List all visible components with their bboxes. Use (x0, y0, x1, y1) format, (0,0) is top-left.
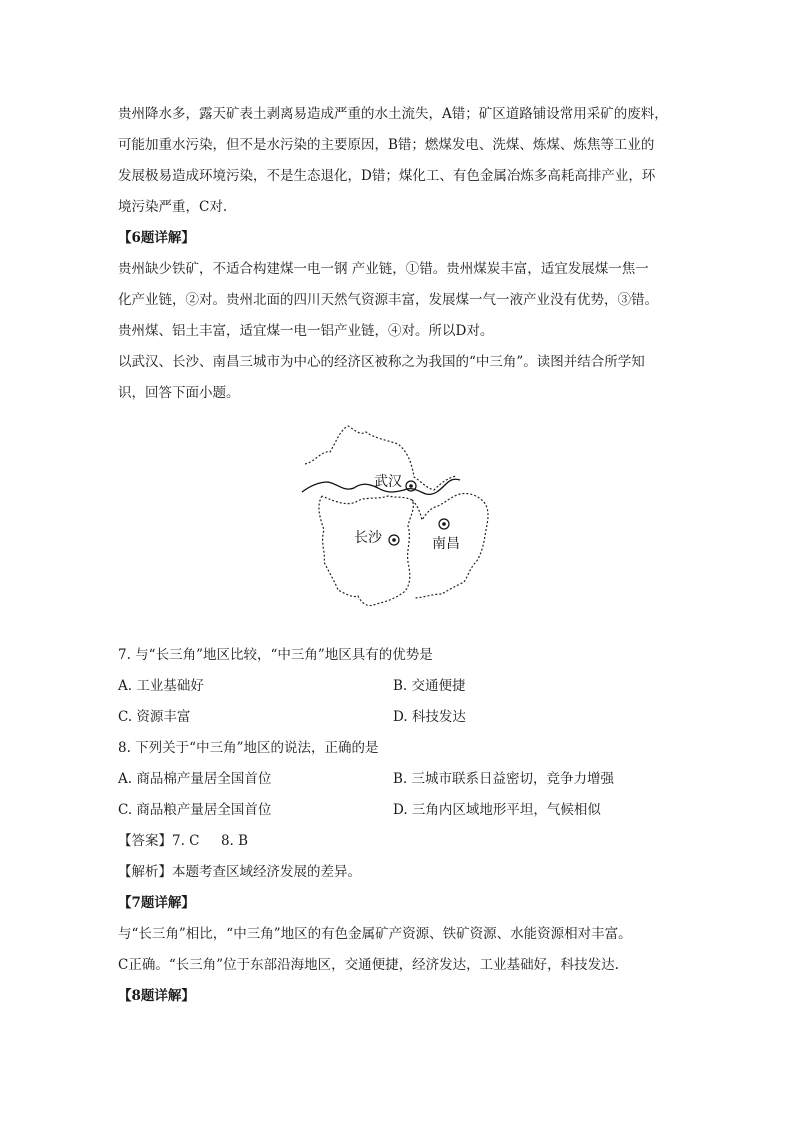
section-heading-6: 【6题详解】 (118, 230, 195, 246)
central-triangle-map (300, 422, 500, 622)
paragraph-line: 可能加重水污染，但不是水污染的主要原因，B错；燃煤发电、洗煤、炼煤、炼焦等工业的 (118, 137, 655, 153)
question-8-stem: 8. 下列关于“中三角”地区的说法，正确的是 (118, 740, 379, 756)
paragraph-line: 境污染严重，C对. (118, 199, 228, 215)
paragraph-line: 发展极易造成环境污染，不是生态退化，D错；煤化工、有色金属冶炼多高耗高排产业，环 (118, 168, 656, 184)
q7-option-a: A. 工业基础好 (118, 678, 204, 694)
city-label-wuhan: 武汉 (374, 474, 402, 490)
q7-option-d: D. 科技发达 (393, 709, 466, 725)
q8-option-a: A. 商品棉产量居全国首位 (118, 771, 272, 787)
q8-option-b: B. 三城市联系日益密切，竞争力增强 (393, 771, 615, 787)
city-label-changsha: 长沙 (354, 530, 382, 546)
paragraph-line: C正确。“长三角”位于东部沿海地区，交通便捷，经济发达，工业基础好，科技发达. (118, 957, 619, 973)
section-heading-7: 【7题详解】 (118, 895, 195, 911)
analysis-line: 【解析】本题考查区域经济发展的差异。 (118, 864, 361, 880)
paragraph-line: 以武汉、长沙、南昌三城市为中心的经济区被称之为我国的“中三角”。读图并结合所学知 (118, 354, 645, 370)
q7-option-c: C. 资源丰富 (118, 709, 191, 725)
question-7-stem: 7. 与“长三角”地区比较，“中三角”地区具有的优势是 (118, 647, 433, 663)
region-boundary-changsha (319, 496, 413, 606)
section-heading-8: 【8题详解】 (118, 988, 195, 1004)
q7-option-b: B. 交通便捷 (393, 678, 466, 694)
paragraph-line: 贵州降水多，露天矿表土剥离易造成严重的水土流失，A错；矿区道路铺设常用采矿的废料， (118, 106, 668, 122)
paragraph-line: 贵州煤、铝土丰富，适宜煤一电一铝产业链，④对。所以D对。 (118, 323, 494, 339)
paragraph-line: 贵州缺少铁矿，不适合构建煤一电一钢 产业链，①错。贵州煤炭丰富，适宜发展煤一焦一 (118, 261, 649, 277)
paragraph-line: 识，回答下面小题。 (118, 385, 240, 401)
city-label-nanchang: 南昌 (432, 536, 460, 552)
paragraph-line: 化产业链，②对。贵州北面的四川天然气资源丰富，发展煤一气一液产业没有优势，③错。 (118, 292, 658, 308)
q8-option-d: D. 三角内区域地形平坦，气候相似 (393, 802, 601, 818)
q8-option-c: C. 商品粮产量居全国首位 (118, 802, 272, 818)
answer-line: 【答案】7. C 8. B (118, 833, 249, 849)
paragraph-line: 与“长三角”相比，“中三角”地区的有色金属矿产资源、铁矿资源、水能资源相对丰富。 (118, 926, 632, 942)
